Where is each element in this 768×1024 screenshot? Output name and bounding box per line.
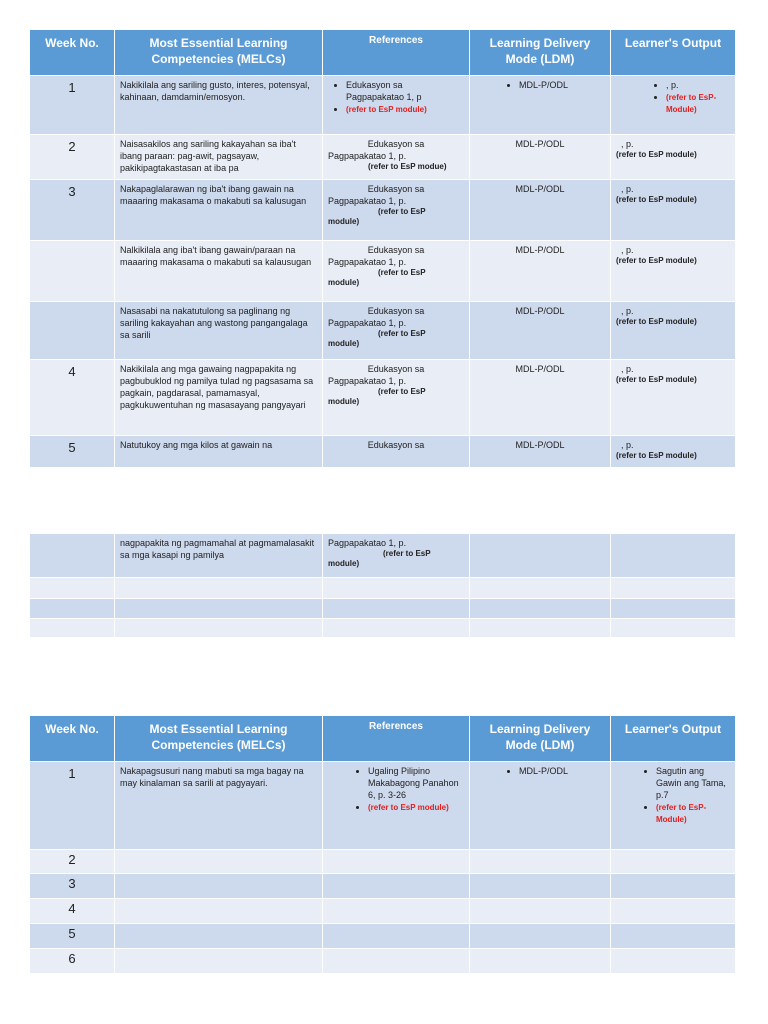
table-row: 3 Nakapaglalarawan ng iba't ibang gawain na maaaring makasama o makabuti sa kalusugan Edukasyon sa Pagpapakatao 1, p. (refer to EsP module) MDL-P/ODL , p. (refer to EsP module) <box>30 180 735 241</box>
header-ldm: Learning Delivery Mode (LDM) <box>470 30 611 75</box>
table-header <box>30 30 735 76</box>
table-row: Nalkikilala ang iba't ibang gawain/paraan na maaaring makasama o makabuti sa kalausugan Edukasyon sa Pagpapakatao 1, p. (refer to EsP module) MDL-P/ODL , p. (refer to EsP module) <box>30 241 735 302</box>
table-continuation <box>30 534 735 638</box>
header-melcs: Most Essential Learning Competencies (MELCs) <box>115 30 323 75</box>
table-row: 6 <box>30 949 735 974</box>
table-row: 2 Naisasakilos ang sariling kakayahan sa iba't ibang paraan: pag-awit, pagsayaw, pakikipagtakastasan at iba pa Edukasyon sa Pagpapakatao 1, p. (refer to EsP modue) MDL-P/ODL , p. (refer to EsP module) <box>30 135 735 180</box>
table-row: 2 <box>30 850 735 874</box>
table-bottom <box>30 716 735 974</box>
header-references: References <box>323 30 470 75</box>
header-output: Learner's Output <box>611 30 735 75</box>
header-week: Week No. <box>30 30 115 75</box>
table-row: 5 <box>30 924 735 949</box>
table-row: nagpapakita ng pagmamahal at pagmamalasakit sa mga kasapi ng pamilya Pagpapakatao 1, p. (refer to EsP module) <box>30 534 735 578</box>
table-row: 5 Natutukoy ang mga kilos at gawain na Edukasyon sa MDL-P/ODL , p. (refer to EsP module) <box>30 436 735 468</box>
table-row: Nasasabi na nakatutulong sa paglinang ng sariling kakayahan ang wastong pangangalaga sa sarili Edukasyon sa Pagpapakatao 1, p. (refer to EsP module) MDL-P/ODL , p. (refer to EsP module) <box>30 302 735 360</box>
table-row: 1 Nakikilala ang sariling gusto, interes, potensyal, kahinaan, damdamin/emosyon. • Edukasyon sa Pagpapakatao 1, p • (refer to EsP module) • MDL-P/ODL • , p. • (refer to EsP-Module) <box>30 76 735 135</box>
table-top <box>30 30 735 468</box>
table-row: 3 <box>30 874 735 899</box>
table-row <box>30 578 735 599</box>
table-row <box>30 599 735 619</box>
table-header: Week No. Most Essential Learning Competencies (MELCs) References Learning Delivery Mode (LDM) Learner's Output <box>30 716 735 762</box>
table-row: 4 Nakikilala ang mga gawaing nagpapakita ng pagbubuklod ng pamilya tulad ng pagsasama sa pagkain, pagdarasal, pamamasyal, pagkukuwentuhan ng masasayang pangyayari Edukasyon sa Pagpapakatao 1, p. (refer to EsP module) MDL-P/ODL , p. (refer to EsP module) <box>30 360 735 436</box>
table-row <box>30 619 735 638</box>
table-row: 1 Nakapagsusuri nang mabuti sa mga bagay na may kinalaman sa sarili at pagyayari. • Ugaling Pilipino Makabagong Panahon 6, p. 3-26 • (refer to EsP module) • MDL-P/ODL • Sagutin ang Gawin ang Tama, p.7 • (refer to EsP-Module) <box>30 762 735 850</box>
table-row: 4 <box>30 899 735 924</box>
